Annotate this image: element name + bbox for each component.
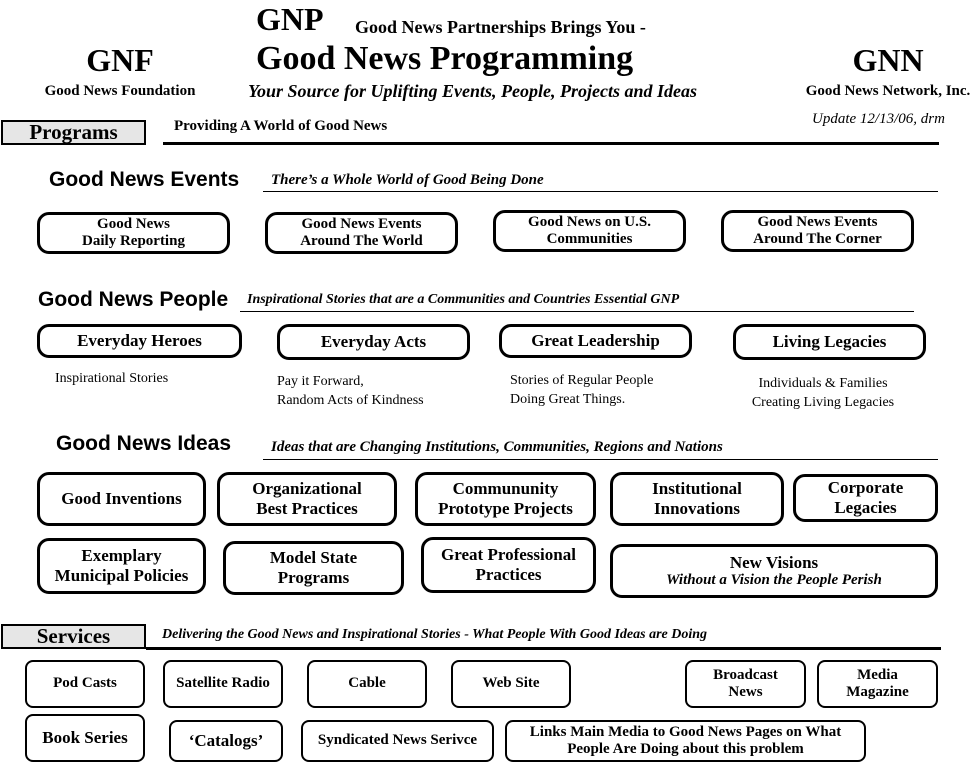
ideas-institutional-innovations[interactable]: Institutional Innovations (610, 472, 784, 526)
people-acts-desc: Pay it Forward, Random Acts of Kindness (277, 374, 424, 408)
people-rule (240, 311, 914, 312)
events-tagline: There’s a Whole World of Good Being Done (271, 172, 544, 188)
people-everyday-acts[interactable]: Everyday Acts (277, 324, 470, 360)
service-broadcast-news[interactable]: Broadcast News (685, 660, 806, 708)
gnp-brings-text: Good News Partnerships Brings You - (355, 17, 646, 37)
gnf-name: Good News Foundation (44, 83, 196, 99)
ideas-organizational-best-practices[interactable]: Organizational Best Practices (217, 472, 397, 526)
main-subtitle: Your Source for Uplifting Events, People, Projects and Ideas (248, 81, 697, 101)
people-tagline: Inspirational Stories that are a Communities and Countries Essential GNP (247, 292, 680, 307)
service-pod-casts[interactable]: Pod Casts (25, 660, 145, 708)
update-note: Update 12/13/06, drm (812, 111, 945, 127)
people-leadership-desc: Stories of Regular People Doing Great Things. (510, 373, 654, 407)
gnp-abbr: GNP (256, 1, 324, 37)
services-rule (146, 647, 941, 650)
event-daily-reporting[interactable]: Good News Daily Reporting (37, 212, 230, 254)
service-satellite-radio[interactable]: Satellite Radio (163, 660, 283, 708)
service-cable[interactable]: Cable (307, 660, 427, 708)
service-book-series[interactable]: Book Series (25, 714, 145, 762)
ideas-good-inventions[interactable]: Good Inventions (37, 472, 206, 526)
ideas-heading: Good News Ideas (56, 432, 232, 455)
programs-rule (163, 142, 939, 145)
programs-tagline: Providing A World of Good News (174, 118, 388, 134)
gnn-name: Good News Network, Inc. (805, 83, 971, 99)
ideas-community-prototype-projects[interactable]: Commununity Prototype Projects (415, 472, 596, 526)
event-us-communities[interactable]: Good News on U.S. Communities (493, 210, 686, 252)
programs-label: Programs (1, 120, 146, 145)
ideas-exemplary-municipal-policies[interactable]: Exemplary Municipal Policies (37, 538, 206, 594)
people-living-legacies[interactable]: Living Legacies (733, 324, 926, 360)
service-links-main-media[interactable]: Links Main Media to Good News Pages on What People Are Doing about this problem (505, 720, 866, 762)
people-legacies-desc: Individuals & Families Creating Living Legacies (751, 376, 895, 410)
service-syndicated-news[interactable]: Syndicated News Serivce (301, 720, 494, 762)
event-around-the-corner[interactable]: Good News Events Around The Corner (721, 210, 914, 252)
gnn-abbr: GNN (852, 42, 924, 78)
ideas-corporate-legacies[interactable]: Corporate Legacies (793, 474, 938, 522)
main-title: Good News Programming (256, 40, 634, 77)
service-catalogs[interactable]: ‘Catalogs’ (169, 720, 283, 762)
events-rule (263, 191, 938, 192)
events-heading: Good News Events (49, 168, 240, 191)
people-heading: Good News People (38, 288, 229, 311)
ideas-tagline: Ideas that are Changing Institutions, Communities, Regions and Nations (271, 439, 723, 455)
ideas-new-visions[interactable]: New Visions Without a Vision the People Perish (610, 544, 938, 598)
ideas-model-state-programs[interactable]: Model State Programs (223, 541, 404, 595)
people-heroes-desc: Inspirational Stories (55, 371, 169, 386)
people-everyday-heroes[interactable]: Everyday Heroes (37, 324, 242, 358)
event-around-the-world[interactable]: Good News Events Around The World (265, 212, 458, 254)
service-media-magazine[interactable]: Media Magazine (817, 660, 938, 708)
services-tagline: Delivering the Good News and Inspirational Stories - What People With Good Ideas are Doing (162, 627, 708, 642)
services-label: Services (1, 624, 146, 649)
ideas-rule (263, 459, 938, 460)
service-web-site[interactable]: Web Site (451, 660, 571, 708)
people-great-leadership[interactable]: Great Leadership (499, 324, 692, 358)
gnf-abbr: GNF (86, 42, 154, 78)
ideas-great-professional-practices[interactable]: Great Professional Practices (421, 537, 596, 593)
